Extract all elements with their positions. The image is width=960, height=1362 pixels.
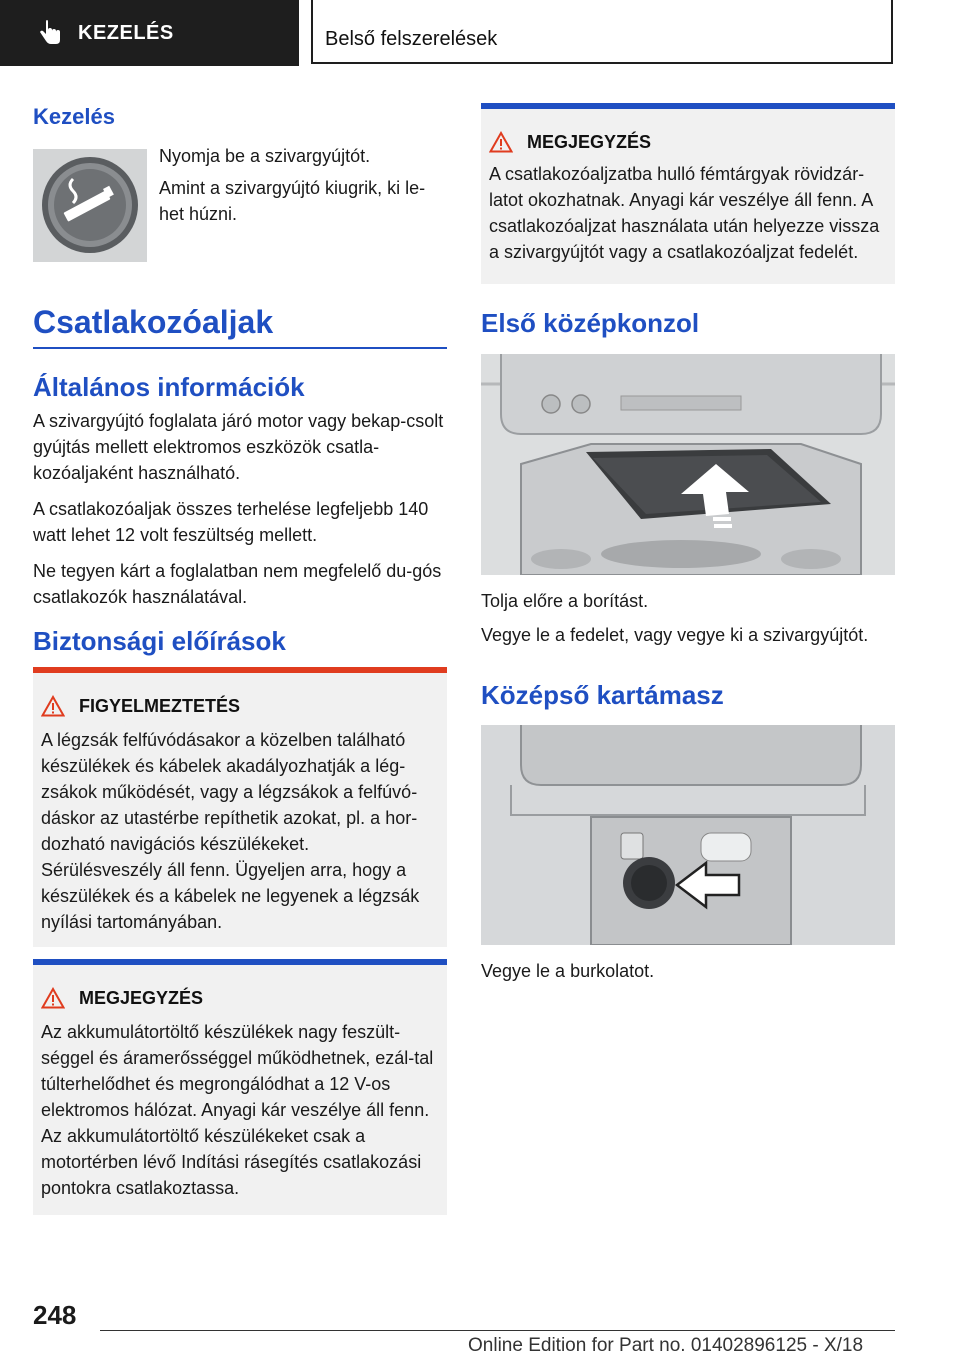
- altalanos-body: [33, 408, 447, 610]
- altalanos-p2: A csatlakozóaljak összes terhelése legfeljebb 140 watt lehet 12 volt feszültség mellett.: [33, 499, 429, 545]
- note-box-right: [481, 103, 895, 284]
- warning-label: FIGYELMEZTETÉS: [79, 695, 241, 716]
- biztonsagi-heading: Biztonsági előírások: [33, 626, 286, 656]
- armrest-image: [481, 725, 895, 945]
- warning-triangle-icon: [489, 131, 513, 153]
- footer-rule: [100, 1330, 895, 1331]
- page-number: 248: [33, 1300, 77, 1330]
- warning-bar: [33, 667, 447, 673]
- page-header: [0, 0, 960, 66]
- altalanos-p1: A szivargyújtó foglalata járó motor vagy bekap‐csolt gyújtás mellett elektromos eszközök csatla‐kozóaljaként használható.: [33, 411, 444, 483]
- chapter-title: Belső felszerelések: [325, 28, 498, 50]
- altalanos-heading: Általános információk: [33, 372, 305, 402]
- note-label-right: MEGJEGYZÉS: [527, 131, 652, 152]
- section-tab: [0, 0, 299, 66]
- elso-p2: Vegye le a fedelet, vagy vegye ki a szivargyújtót.: [481, 625, 869, 645]
- kezeles-heading: Kezelés: [33, 104, 115, 129]
- note-text-right: A csatlakozóaljzatba hulló fémtárgyak rövidzár‐latot okozhatnak. Anyagi kár veszélye áll fenn. A csatlakozóaljzat használata után helyezze vissza a szivargyújtót vagy a csatlakozóaljzat fedelét.: [489, 164, 880, 262]
- kozepso-body: [481, 958, 895, 984]
- warning-body: [41, 727, 435, 935]
- heading-rule: [33, 347, 447, 349]
- note-bar: [33, 959, 447, 965]
- section-title: KEZELÉS: [78, 21, 174, 44]
- note-bar: [481, 103, 895, 109]
- kezeles-p1: Nyomja be a szivargyújtót.: [159, 146, 371, 166]
- footer-edition: Online Edition for Part no. 01402896125 - X/18: [468, 1335, 864, 1356]
- note-box-left: [33, 959, 447, 1215]
- elso-p1: Tolja előre a borítást.: [481, 591, 649, 611]
- chapter-tab: [311, 0, 893, 64]
- warning-header: [41, 695, 447, 717]
- csatlakozoaljak-heading: Csatlakozóaljak: [33, 304, 274, 340]
- front-console-image: [481, 354, 895, 575]
- note-header-right: [489, 131, 895, 153]
- note-text-left: Az akkumulátortöltő készülékek nagy feszült‐séggel és áramerősséggel működhetnek, ezál‐tal túlterhelődhet és megrongálódhat a 12 V-os elektromos hálózat. Anyagi kár veszélye áll fenn. Az akkumulátortöltő készülékeket csak a motortérben lévő Indítási rásegítés csatlakozási pontokra csatlakoztassa.: [41, 1022, 434, 1198]
- kozepso-kartamasz-heading: Középső kartámasz: [481, 680, 724, 710]
- cigarette-lighter-image: [33, 149, 147, 262]
- warning-triangle-icon: [41, 695, 65, 717]
- kezeles-p2: Amint a szivargyújtó kiugrik, ki le‐het húzni.: [159, 178, 426, 224]
- warning-text1: A légzsák felfúvódásakor a közelben található készülékek és kábelek akadályozhatják a lég‐zsákok működését, vagy a légzsákok a felfúvó‐dáskor az utastérbe repíthetik azokat, pl. a hor‐dozható navigációs készülékeket.: [41, 730, 418, 854]
- altalanos-p3: Ne tegyen kárt a foglalatban nem megfelelő du‐gós csatlakozók használatával.: [33, 561, 442, 607]
- kozepso-p1: Vegye le a burkolatot.: [481, 961, 655, 981]
- hand-press-icon: [36, 19, 64, 47]
- elso-body: [481, 588, 895, 648]
- kezeles-text: [159, 143, 447, 227]
- elso-kozepkonzol-heading: Első középkonzol: [481, 308, 700, 338]
- warning-triangle-icon: [41, 987, 65, 1009]
- note-label-left: MEGJEGYZÉS: [79, 987, 204, 1008]
- note-header-left: [41, 987, 447, 1009]
- warning-box: [33, 667, 447, 947]
- cigarette-lighter-icon: [33, 149, 147, 262]
- warning-text2: Sérülésveszély áll fenn. Ügyeljen arra, hogy a készülékek és a kábelek ne legyenek a légzsák nyílási tartományában.: [41, 860, 420, 932]
